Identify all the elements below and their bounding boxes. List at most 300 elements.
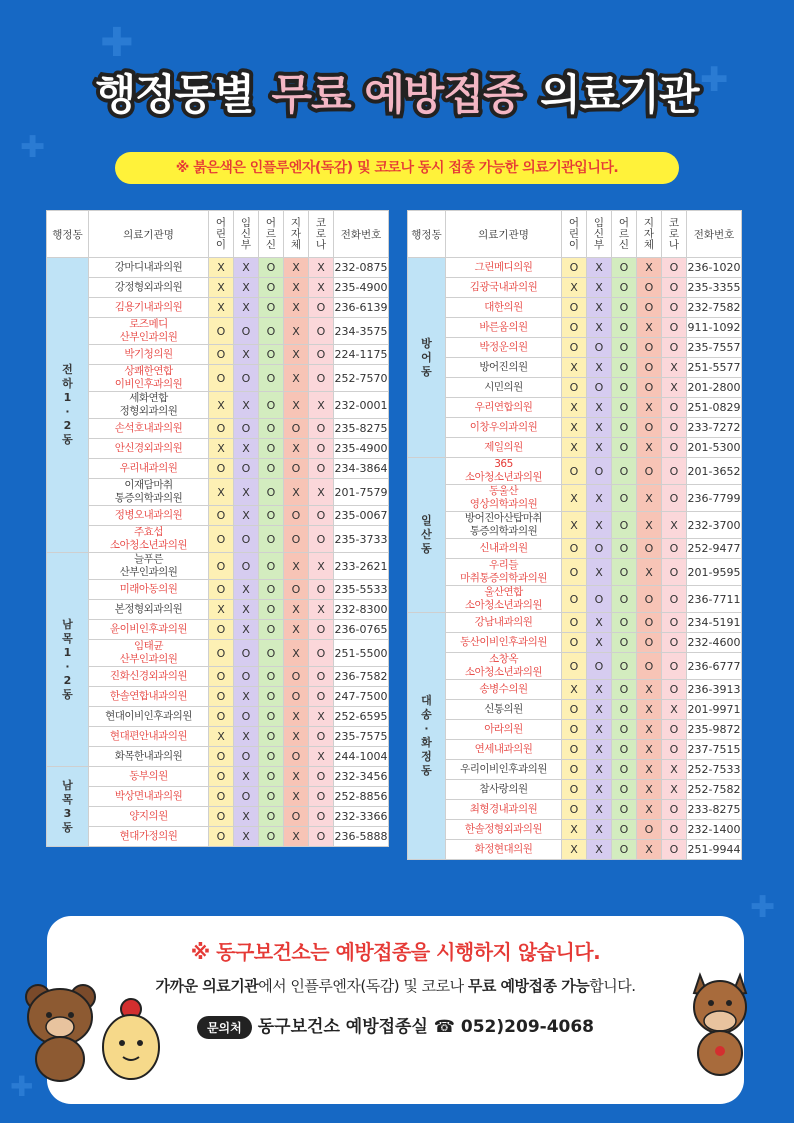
child-mark: O	[562, 539, 587, 559]
senior-mark: O	[259, 345, 284, 365]
covid-mark: O	[662, 680, 687, 700]
cross-decoration-icon: ✚	[750, 890, 776, 925]
contact-badge: 문의처	[197, 1016, 252, 1039]
clinic-name: 우리이비인후과의원	[446, 760, 562, 780]
child-mark: O	[209, 707, 234, 727]
local-mark: X	[637, 740, 662, 760]
clinic-phone: 232-7582	[687, 298, 742, 318]
header-covid: 코 로 나	[662, 211, 687, 258]
dong-label: 방 어 동	[408, 258, 446, 458]
clinic-phone: 252-6595	[334, 707, 389, 727]
pregnant-mark: X	[234, 506, 259, 526]
covid-mark: O	[662, 586, 687, 613]
dong-label: 남 목 3 동	[47, 767, 89, 847]
clinic-name: 한솔정형외과의원	[446, 820, 562, 840]
clinic-name: 본정형외과의원	[89, 600, 209, 620]
table-row	[408, 298, 742, 318]
table-row	[47, 526, 389, 553]
header-senior: 어 르 신	[612, 211, 637, 258]
table-row	[47, 318, 389, 345]
covid-mark: X	[662, 512, 687, 539]
table-row	[47, 459, 389, 479]
table-row	[408, 398, 742, 418]
table-row	[47, 439, 389, 459]
pregnant-mark: X	[587, 298, 612, 318]
clinic-phone: 201-2800	[687, 378, 742, 398]
pregnant-mark: X	[587, 613, 612, 633]
table-row	[408, 318, 742, 338]
pregnant-mark: O	[234, 787, 259, 807]
senior-mark: O	[612, 840, 637, 860]
senior-mark: O	[259, 727, 284, 747]
covid-mark: O	[662, 398, 687, 418]
page-title	[0, 62, 794, 122]
covid-mark: O	[309, 459, 334, 479]
clinic-name: 박기청의원	[89, 345, 209, 365]
child-mark: O	[562, 458, 587, 485]
senior-mark: O	[259, 278, 284, 298]
local-mark: O	[637, 820, 662, 840]
clinic-phone: 252-8856	[334, 787, 389, 807]
covid-mark: O	[662, 485, 687, 512]
senior-mark: O	[259, 298, 284, 318]
table-row	[408, 800, 742, 820]
pregnant-mark: X	[234, 687, 259, 707]
local-mark: X	[284, 298, 309, 318]
covid-mark: O	[309, 807, 334, 827]
covid-mark: X	[309, 278, 334, 298]
clinic-phone: 232-3700	[687, 512, 742, 539]
header-pregnant: 임 신 부	[587, 211, 612, 258]
child-mark: X	[209, 278, 234, 298]
senior-mark: O	[612, 700, 637, 720]
senior-mark: O	[259, 439, 284, 459]
footer-info-a: 가까운 의료기관	[155, 977, 259, 995]
clinic-name: 울산연합 소아청소년과의원	[446, 586, 562, 613]
table-row	[408, 740, 742, 760]
local-mark: X	[637, 700, 662, 720]
covid-mark: O	[309, 767, 334, 787]
clinic-phone: 201-7579	[334, 479, 389, 506]
senior-mark: O	[612, 559, 637, 586]
pregnant-mark: X	[587, 700, 612, 720]
covid-mark: O	[309, 365, 334, 392]
local-mark: O	[284, 667, 309, 687]
senior-mark: O	[259, 419, 284, 439]
child-mark: O	[209, 767, 234, 787]
child-mark: O	[209, 620, 234, 640]
senior-mark: O	[259, 479, 284, 506]
senior-mark: O	[612, 512, 637, 539]
table-row	[408, 338, 742, 358]
child-mark: O	[562, 633, 587, 653]
covid-mark: O	[309, 318, 334, 345]
table-row	[47, 506, 389, 526]
title-part2: 무료 예방접종	[271, 70, 523, 119]
pregnant-mark: X	[587, 318, 612, 338]
table-row	[408, 653, 742, 680]
pregnant-mark: X	[234, 392, 259, 419]
pregnant-mark: O	[587, 338, 612, 358]
clinic-name: 바른움의원	[446, 318, 562, 338]
pregnant-mark: X	[587, 278, 612, 298]
clinic-phone: 252-7533	[687, 760, 742, 780]
pregnant-mark: X	[587, 258, 612, 278]
clinic-phone: 232-3366	[334, 807, 389, 827]
pregnant-mark: X	[234, 580, 259, 600]
table-row	[47, 687, 389, 707]
child-mark: O	[562, 613, 587, 633]
child-mark: X	[562, 680, 587, 700]
local-mark: O	[637, 298, 662, 318]
covid-mark: O	[662, 613, 687, 633]
covid-mark: O	[309, 298, 334, 318]
pregnant-mark: X	[587, 740, 612, 760]
clinic-name: 제일의원	[446, 438, 562, 458]
table-row	[47, 553, 389, 580]
clinic-name: 동부의원	[89, 767, 209, 787]
clinic-name: 방어진의원	[446, 358, 562, 378]
clinic-name: 김광국내과의원	[446, 278, 562, 298]
table-row	[47, 600, 389, 620]
table-row	[47, 707, 389, 727]
clinic-name: 강정형외과의원	[89, 278, 209, 298]
pregnant-mark: X	[234, 439, 259, 459]
senior-mark: O	[259, 787, 284, 807]
table-row	[47, 345, 389, 365]
clinic-name: 박상면내과의원	[89, 787, 209, 807]
covid-mark: O	[662, 720, 687, 740]
pregnant-mark: O	[587, 539, 612, 559]
local-mark: O	[284, 807, 309, 827]
clinic-table-left	[46, 210, 389, 847]
covid-mark: X	[309, 600, 334, 620]
child-mark: X	[209, 392, 234, 419]
local-mark: X	[284, 640, 309, 667]
senior-mark: O	[612, 633, 637, 653]
local-mark: O	[284, 419, 309, 439]
covid-mark: X	[662, 780, 687, 800]
dong-label: 대 송 · 화 정 동	[408, 613, 446, 860]
child-mark: X	[209, 600, 234, 620]
table-row	[47, 419, 389, 439]
pregnant-mark: O	[234, 365, 259, 392]
pregnant-mark: O	[234, 707, 259, 727]
covid-mark: X	[309, 258, 334, 278]
covid-mark: O	[662, 338, 687, 358]
clinic-phone: 252-9477	[687, 539, 742, 559]
header-child: 어 린 이	[209, 211, 234, 258]
local-mark: O	[284, 526, 309, 553]
child-mark: O	[209, 365, 234, 392]
senior-mark: O	[612, 680, 637, 700]
clinic-name: 신통의원	[446, 700, 562, 720]
covid-mark: O	[309, 727, 334, 747]
local-mark: O	[284, 580, 309, 600]
header-dong: 행정동	[47, 211, 89, 258]
child-mark: O	[209, 345, 234, 365]
left-table-wrap	[46, 210, 388, 847]
table-row	[47, 479, 389, 506]
senior-mark: O	[612, 438, 637, 458]
covid-mark: O	[309, 419, 334, 439]
local-mark: X	[637, 720, 662, 740]
clinic-name: 늘푸른 산부인과의원	[89, 553, 209, 580]
clinic-name: 상쾌한연합 이비인후과의원	[89, 365, 209, 392]
clinic-name: 현대이비인후과의원	[89, 707, 209, 727]
clinic-phone: 236-0765	[334, 620, 389, 640]
cross-decoration-icon: ✚	[20, 130, 46, 165]
senior-mark: O	[259, 687, 284, 707]
clinic-name: 참사랑의원	[446, 780, 562, 800]
senior-mark: O	[612, 338, 637, 358]
table-row	[408, 438, 742, 458]
child-mark: X	[562, 840, 587, 860]
clinic-phone: 252-7582	[687, 780, 742, 800]
covid-mark: O	[309, 640, 334, 667]
clinic-phone: 201-3652	[687, 458, 742, 485]
senior-mark: O	[259, 827, 284, 847]
table-row	[47, 258, 389, 278]
local-mark: X	[284, 278, 309, 298]
covid-mark: X	[309, 553, 334, 580]
clinic-phone: 236-6139	[334, 298, 389, 318]
table-row	[47, 807, 389, 827]
table-row	[408, 485, 742, 512]
local-mark: X	[637, 512, 662, 539]
local-mark: O	[637, 338, 662, 358]
senior-mark: O	[612, 485, 637, 512]
local-mark: X	[284, 345, 309, 365]
pregnant-mark: X	[587, 559, 612, 586]
clinic-name: 임태균 산부인과의원	[89, 640, 209, 667]
child-mark: X	[209, 439, 234, 459]
clinic-phone: 236-5888	[334, 827, 389, 847]
clinic-name: 연세내과의원	[446, 740, 562, 760]
clinic-phone: 237-7515	[687, 740, 742, 760]
senior-mark: O	[259, 767, 284, 787]
clinic-phone: 232-4600	[687, 633, 742, 653]
clinic-phone: 233-7272	[687, 418, 742, 438]
clinic-name: 송병수의원	[446, 680, 562, 700]
table-row	[408, 258, 742, 278]
clinic-phone: 236-3913	[687, 680, 742, 700]
child-mark: O	[562, 258, 587, 278]
child-mark: O	[562, 378, 587, 398]
clinic-name: 주효섭 소아청소년과의원	[89, 526, 209, 553]
table-row	[408, 760, 742, 780]
clinic-name: 우리들 마취통증의학과의원	[446, 559, 562, 586]
clinic-phone: 911-1092	[687, 318, 742, 338]
header-name: 의료기관명	[89, 211, 209, 258]
table-row	[408, 539, 742, 559]
clinic-name: 강마디내과의원	[89, 258, 209, 278]
footer-info	[47, 975, 744, 996]
child-mark: X	[562, 398, 587, 418]
local-mark: X	[284, 439, 309, 459]
footer-info-b: 에서 인플루엔자(독감) 및 코로나	[258, 977, 468, 995]
header-local: 지 자 체	[284, 211, 309, 258]
clinic-phone: 234-3864	[334, 459, 389, 479]
header-senior: 어 르 신	[259, 211, 284, 258]
child-mark: O	[209, 827, 234, 847]
covid-mark: O	[662, 258, 687, 278]
child-mark: O	[209, 747, 234, 767]
senior-mark: O	[612, 458, 637, 485]
senior-mark: O	[259, 620, 284, 640]
clinic-phone: 234-3575	[334, 318, 389, 345]
horse-mascot-icon	[680, 965, 760, 1080]
clinic-name: 김용기내과의원	[89, 298, 209, 318]
covid-mark: X	[309, 479, 334, 506]
pregnant-mark: O	[234, 667, 259, 687]
child-mark: X	[562, 820, 587, 840]
table-header-row	[47, 211, 389, 258]
table-row	[408, 458, 742, 485]
clinic-phone: 233-8275	[687, 800, 742, 820]
local-mark: O	[637, 458, 662, 485]
pregnant-mark: X	[234, 600, 259, 620]
pregnant-mark: X	[587, 633, 612, 653]
senior-mark: O	[612, 613, 637, 633]
table-header-row	[408, 211, 742, 258]
child-mark: O	[562, 318, 587, 338]
local-mark: O	[284, 506, 309, 526]
local-mark: O	[637, 378, 662, 398]
senior-mark: O	[259, 707, 284, 727]
covid-mark: O	[309, 667, 334, 687]
senior-mark: O	[259, 807, 284, 827]
local-mark: X	[284, 620, 309, 640]
clinic-name: 최형경내과의원	[446, 800, 562, 820]
pregnant-mark: X	[587, 840, 612, 860]
clinic-name: 미래아동의원	[89, 580, 209, 600]
header-pregnant: 임 신 부	[234, 211, 259, 258]
table-row	[47, 747, 389, 767]
clinic-phone: 232-0875	[334, 258, 389, 278]
child-mark: O	[209, 787, 234, 807]
covid-mark: O	[662, 418, 687, 438]
pregnant-mark: X	[587, 438, 612, 458]
child-mark: O	[562, 559, 587, 586]
table-row	[47, 620, 389, 640]
table-row	[47, 298, 389, 318]
covid-mark: O	[309, 526, 334, 553]
local-mark: X	[284, 318, 309, 345]
clinic-phone: 236-6777	[687, 653, 742, 680]
title-part1: 행정동별	[95, 70, 254, 119]
local-mark: O	[284, 687, 309, 707]
pregnant-mark: O	[587, 458, 612, 485]
table-row	[47, 365, 389, 392]
clinic-phone: 224-1175	[334, 345, 389, 365]
table-row	[47, 278, 389, 298]
clinic-name: 진화신경외과의원	[89, 667, 209, 687]
table-row	[408, 418, 742, 438]
covid-mark: O	[662, 318, 687, 338]
local-mark: O	[637, 653, 662, 680]
local-mark: O	[637, 358, 662, 378]
table-row	[408, 559, 742, 586]
child-mark: O	[209, 553, 234, 580]
child-mark: O	[209, 506, 234, 526]
local-mark: O	[284, 459, 309, 479]
clinic-phone: 251-5500	[334, 640, 389, 667]
local-mark: X	[284, 479, 309, 506]
child-mark: O	[209, 667, 234, 687]
covid-mark: O	[662, 633, 687, 653]
local-mark: X	[284, 553, 309, 580]
local-mark: X	[637, 559, 662, 586]
right-table-wrap	[407, 210, 741, 860]
local-mark: O	[637, 633, 662, 653]
clinic-name: 정병오내과의원	[89, 506, 209, 526]
local-mark: X	[637, 318, 662, 338]
egg-mascot-icon	[96, 995, 166, 1085]
clinic-name: 박정운의원	[446, 338, 562, 358]
covid-mark: O	[662, 559, 687, 586]
cross-decoration-icon: ✚	[100, 20, 134, 66]
clinic-phone: 235-5533	[334, 580, 389, 600]
pregnant-mark: O	[587, 378, 612, 398]
notice-banner: ※ 붉은색은 인플루엔자(독감) 및 코로나 동시 접종 가능한 의료기관입니다.	[115, 152, 679, 184]
child-mark: X	[562, 512, 587, 539]
covid-mark: O	[662, 840, 687, 860]
clinic-name: 신내과의원	[446, 539, 562, 559]
local-mark: X	[637, 485, 662, 512]
clinic-phone: 235-8275	[334, 419, 389, 439]
clinic-phone: 236-7711	[687, 586, 742, 613]
covid-mark: O	[309, 580, 334, 600]
pregnant-mark: X	[234, 479, 259, 506]
local-mark: O	[637, 539, 662, 559]
child-mark: O	[562, 720, 587, 740]
senior-mark: O	[612, 586, 637, 613]
pregnant-mark: X	[587, 398, 612, 418]
header-name: 의료기관명	[446, 211, 562, 258]
child-mark: O	[209, 419, 234, 439]
local-mark: X	[637, 438, 662, 458]
header-phone: 전화번호	[334, 211, 389, 258]
clinic-table-right	[407, 210, 742, 860]
clinic-phone: 251-0829	[687, 398, 742, 418]
table-body-right	[408, 258, 742, 860]
senior-mark: O	[612, 358, 637, 378]
covid-mark: O	[309, 439, 334, 459]
child-mark: X	[562, 438, 587, 458]
table-row	[47, 827, 389, 847]
table-row	[408, 700, 742, 720]
child-mark: O	[209, 640, 234, 667]
senior-mark: O	[259, 553, 284, 580]
clinic-name: 동산이비인후과의원	[446, 633, 562, 653]
child-mark: O	[562, 780, 587, 800]
local-mark: X	[284, 258, 309, 278]
pregnant-mark: O	[234, 318, 259, 345]
senior-mark: O	[259, 318, 284, 345]
covid-mark: O	[309, 620, 334, 640]
covid-mark: X	[662, 700, 687, 720]
clinic-phone: 235-9872	[687, 720, 742, 740]
clinic-name: 로즈메디 산부인과의원	[89, 318, 209, 345]
header-child: 어 린 이	[562, 211, 587, 258]
table-row	[47, 767, 389, 787]
clinic-phone: 236-7582	[334, 667, 389, 687]
covid-mark: X	[309, 392, 334, 419]
local-mark: O	[284, 747, 309, 767]
pregnant-mark: O	[234, 640, 259, 667]
clinic-name: 그린메디의원	[446, 258, 562, 278]
